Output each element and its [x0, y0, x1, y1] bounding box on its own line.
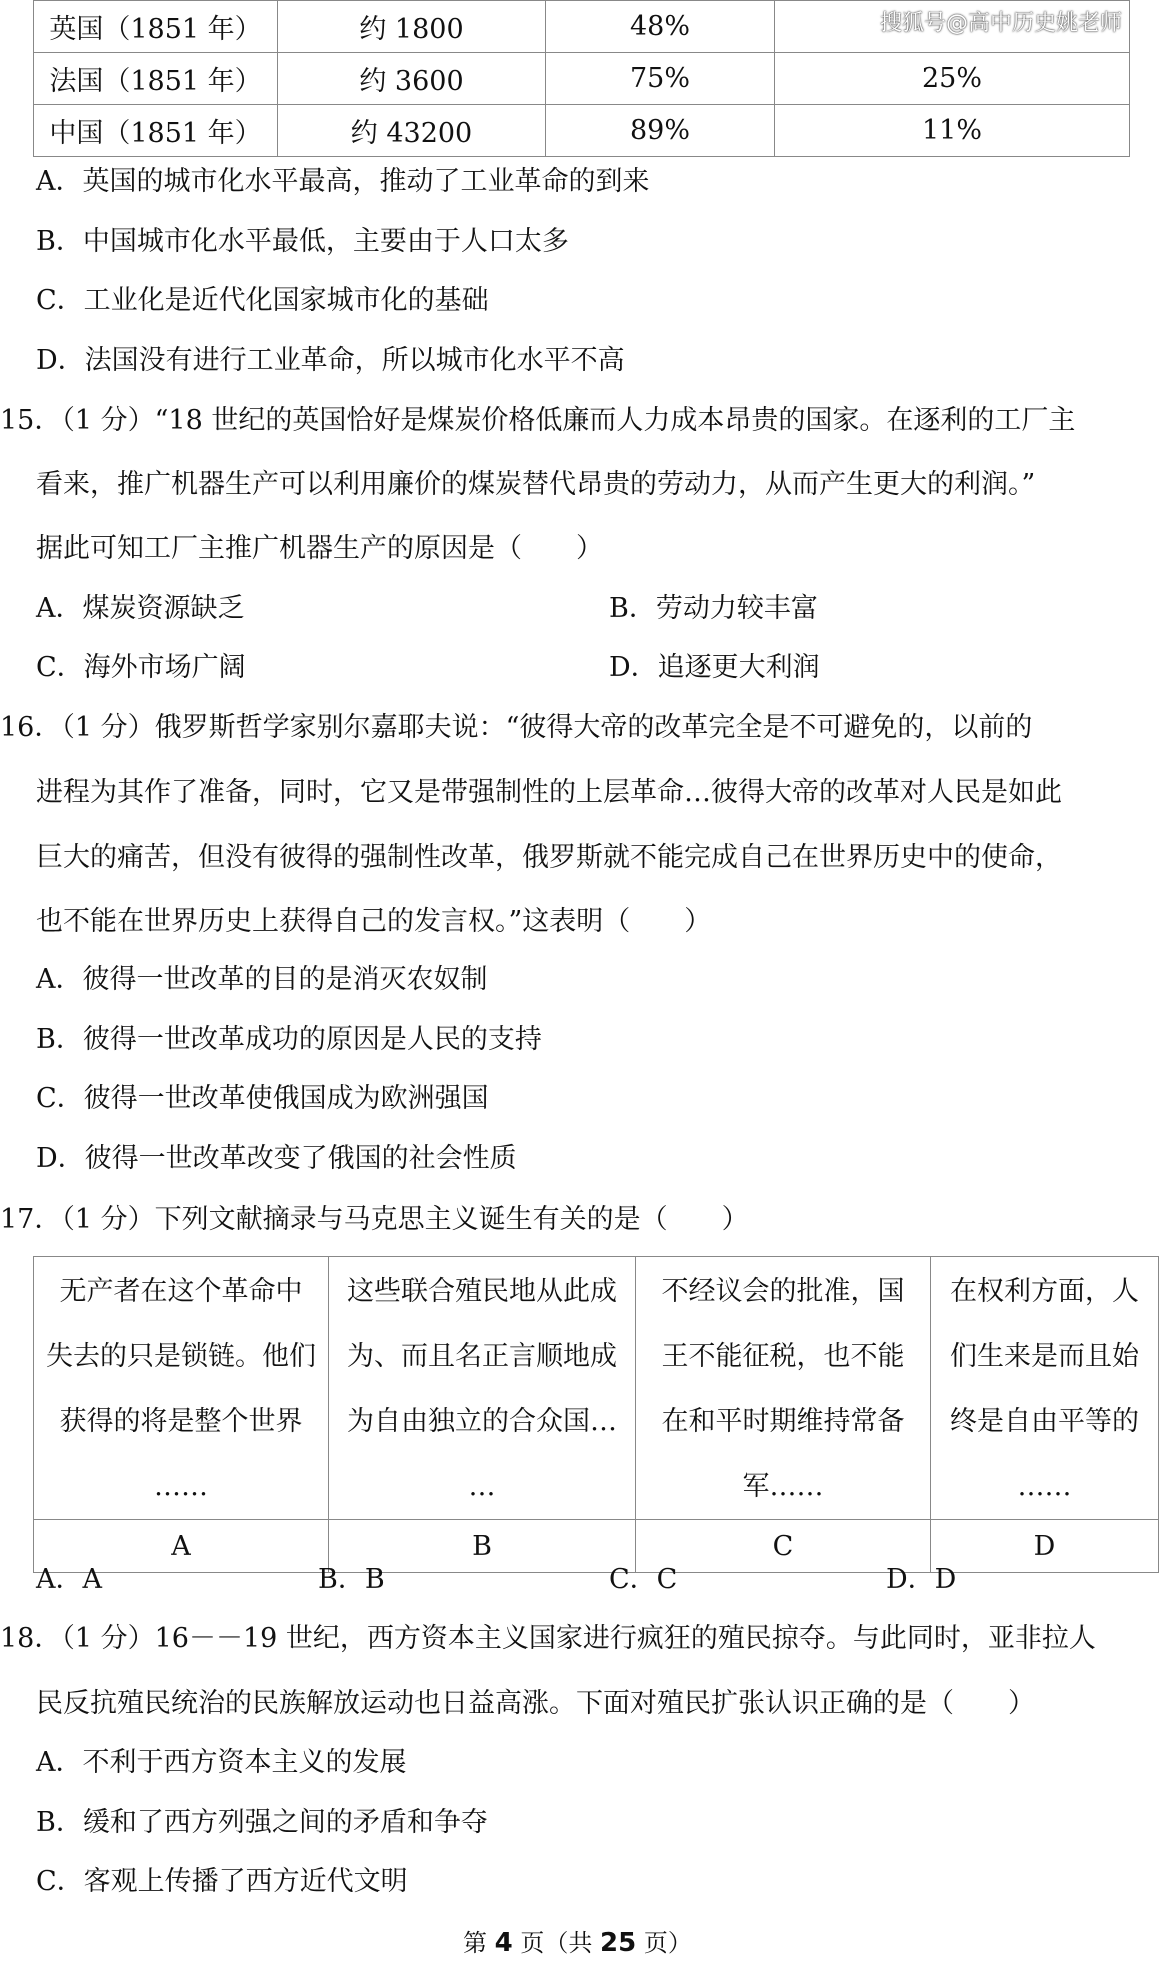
table-cell: 25% — [775, 53, 1130, 105]
q18-option-c: C．客观上传播了西方近代文明 — [36, 1866, 408, 1897]
table-cell: 法国（1851 年） — [34, 53, 278, 105]
page-total: 25 — [600, 1928, 637, 1958]
table-cell: A — [34, 1520, 329, 1573]
q16-option-c: C．彼得一世改革使俄国成为欧洲强国 — [36, 1083, 489, 1114]
table-cell: B — [329, 1520, 636, 1573]
q14-option-a: A．英国的城市化水平最高，推动了工业革命的到来 — [36, 166, 650, 197]
table-cell: C — [636, 1520, 931, 1573]
q18-stem-line: 18．（1 分）16－－19 世纪，西方资本主义国家进行疯狂的殖民掠夺。与此同时，亚非拉人 — [0, 1623, 1096, 1654]
q14-option-b: B．中国城市化水平最低，主要由于人口太多 — [36, 226, 569, 257]
table-row — [34, 105, 1130, 157]
q16-stem-line: 巨大的痛苦，但没有彼得的强制性改革，俄罗斯就不能完成自己在世界历史中的使命， — [36, 842, 1062, 873]
page-footer: 第 4 页（共 25 页） — [463, 1928, 692, 1958]
table-cell: 英国（1851 年） — [34, 1, 278, 53]
q17-option-b: B．B — [318, 1564, 385, 1595]
q16-option-a: A．彼得一世改革的目的是消灭农奴制 — [36, 964, 488, 995]
watermark: 搜狐号@高中历史姚老师 — [880, 11, 1123, 36]
q17-option-a: A．A — [36, 1564, 102, 1595]
table-cell: 无产者在这个革命中 失去的只是锁链。他们 获得的将是整个世界 …… — [34, 1257, 329, 1520]
q15-option-d: D．追逐更大利润 — [609, 652, 820, 683]
q15-stem-line: 看来，推广机器生产可以利用廉价的煤炭替代昂贵的劳动力，从而产生更大的利润。” — [36, 469, 1036, 500]
q14-option-c: C．工业化是近代化国家城市化的基础 — [36, 285, 489, 316]
q15-stem-line: 据此可知工厂主推广机器生产的原因是（ ） — [36, 533, 603, 564]
q18-option-b: B．缓和了西方列强之间的矛盾和争夺 — [36, 1807, 488, 1838]
table-cell: 中国（1851 年） — [34, 105, 278, 157]
q16-stem-line: 进程为其作了准备，同时，它又是带强制性的上层革命…彼得大帝的改革对人民是如此 — [36, 777, 1062, 808]
table-cell: 11% — [775, 105, 1130, 157]
table-cell: 89% — [546, 105, 775, 157]
q17-option-c: C．C — [609, 1564, 678, 1595]
page-number: 4 — [494, 1928, 513, 1958]
q16-option-d: D．彼得一世改革改变了俄国的社会性质 — [36, 1143, 517, 1174]
q15-option-b: B．劳动力较丰富 — [609, 593, 818, 624]
table-cell: 48% — [546, 1, 775, 53]
q17-option-d: D．D — [886, 1564, 957, 1595]
table-cell: 约 1800 — [278, 1, 546, 53]
documents-table — [33, 1256, 1159, 1573]
q18-stem-line: 民反抗殖民统治的民族解放运动也日益高涨。下面对殖民扩张认识正确的是（ ） — [36, 1688, 1035, 1719]
table-row — [34, 53, 1130, 105]
q17-stem: 17．（1 分）下列文献摘录与马克思主义诞生有关的是（ ） — [0, 1204, 749, 1235]
table-cell: 这些联合殖民地从此成 为、而且名正言顺地成 为自由独立的合众国… … — [329, 1257, 636, 1520]
q15-option-a: A．煤炭资源缺乏 — [36, 593, 245, 624]
table-cell: 约 3600 — [278, 53, 546, 105]
q14-option-d: D．法国没有进行工业革命，所以城市化水平不高 — [36, 345, 625, 376]
q16-stem-line: 16．（1 分）俄罗斯哲学家别尔嘉耶夫说：“彼得大帝的改革完全是不可避免的，以前的 — [0, 712, 1033, 743]
q15-stem-line: 15．（1 分）“18 世纪的英国恰好是煤炭价格低廉而人力成本昂贵的国家。在逐利的工厂主 — [0, 405, 1076, 436]
table-cell: D — [931, 1520, 1159, 1573]
q15-option-c: C．海外市场广阔 — [36, 652, 246, 683]
q16-stem-line: 也不能在世界历史上获得自己的发言权。”这表明（ ） — [36, 906, 712, 937]
table-cell: 在权利方面，人 们生来是而且始 终是自由平等的 …… — [931, 1257, 1159, 1520]
q18-option-a: A．不利于西方资本主义的发展 — [36, 1747, 407, 1778]
table-cell: 约 43200 — [278, 105, 546, 157]
table-row — [34, 1520, 1159, 1573]
table-cell: 不经议会的批准，国 王不能征税，也不能 在和平时期维持常备 军…… — [636, 1257, 931, 1520]
table-row — [34, 1257, 1159, 1520]
q16-option-b: B．彼得一世改革成功的原因是人民的支持 — [36, 1024, 542, 1055]
table-cell: 75% — [546, 53, 775, 105]
